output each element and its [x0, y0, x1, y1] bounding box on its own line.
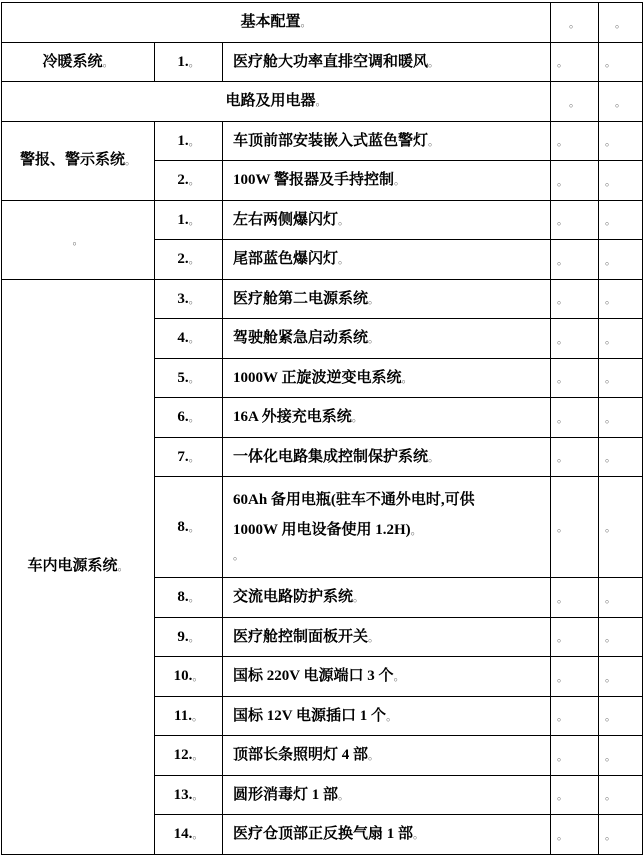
- row-description: 驾驶舱紧急启动系统。: [223, 319, 551, 359]
- row-description: 16A 外接充电系统。: [223, 398, 551, 438]
- table-row: [2, 200, 643, 240]
- table-row: [2, 279, 643, 319]
- row-note-1: 。: [551, 279, 599, 319]
- row-note-2: 。: [599, 617, 643, 657]
- category-alarm-warning: 警报、警示系统。: [2, 121, 155, 200]
- row-description: 圆形消毒灯 1 部。: [223, 775, 551, 815]
- row-number: 2.。: [155, 161, 223, 201]
- table-row: [2, 3, 643, 43]
- row-note-2: 。: [599, 657, 643, 697]
- category-interior-power: 车内电源系统。: [2, 279, 155, 854]
- row-number: 8.。: [155, 578, 223, 618]
- row-number: 6.。: [155, 398, 223, 438]
- section-title: 电路及用电器: [225, 93, 316, 109]
- section-title: 基本配置: [240, 14, 301, 30]
- row-description: 医疗舱第二电源系统。: [223, 279, 551, 319]
- row-note-1: 。: [551, 398, 599, 438]
- row-description: 100W 警报器及手持控制。: [223, 161, 551, 201]
- row-note-1: 。: [551, 319, 599, 359]
- row-description: [223, 477, 551, 578]
- row-number: 12.。: [155, 736, 223, 776]
- row-number: 2.。: [155, 240, 223, 280]
- row-number: 1.。: [155, 42, 223, 82]
- category-cooling-heating: 冷暖系统。: [2, 42, 155, 82]
- row-description: 医疗舱大功率直排空调和暖风。: [223, 42, 551, 82]
- row-note-2: 。: [599, 815, 643, 855]
- row-description: 尾部蓝色爆闪灯。: [223, 240, 551, 280]
- spec-table: [1, 2, 643, 855]
- row-note-1: 。: [551, 200, 599, 240]
- row-note-2: 。: [599, 279, 643, 319]
- row-description: 一体化电路集成控制保护系统。: [223, 437, 551, 477]
- section-note-1: 。: [551, 3, 599, 43]
- row-note-2: 。: [599, 319, 643, 359]
- row-note-1: 。: [551, 121, 599, 161]
- section-header-basic: 基本配置。: [2, 3, 551, 43]
- row-description: 国标 220V 电源端口 3 个。: [223, 657, 551, 697]
- row-note-2: 。: [599, 240, 643, 280]
- row-note-1: 。: [551, 477, 599, 578]
- row-description: 交流电路防护系统。: [223, 578, 551, 618]
- row-description: 左右两侧爆闪灯。: [223, 200, 551, 240]
- row-description: 医疗舱控制面板开关。: [223, 617, 551, 657]
- row-note-1: 。: [551, 736, 599, 776]
- row-note-1: 。: [551, 42, 599, 82]
- row-note-1: 。: [551, 437, 599, 477]
- table-row: [2, 82, 643, 122]
- section-note-2: 。: [599, 3, 643, 43]
- section-header-electrical: 电路及用电器。: [2, 82, 551, 122]
- row-number: 1.。: [155, 200, 223, 240]
- row-note-2: 。: [599, 42, 643, 82]
- desc-line-3: 。: [233, 550, 244, 562]
- row-note-2: 。: [599, 578, 643, 618]
- category-empty: 。: [2, 200, 155, 279]
- row-note-1: 。: [551, 358, 599, 398]
- row-note-1: 。: [551, 617, 599, 657]
- row-description: 1000W 正旋波逆变电系统。: [223, 358, 551, 398]
- row-description: 顶部长条照明灯 4 部。: [223, 736, 551, 776]
- row-note-1: 。: [551, 240, 599, 280]
- row-number: 3.。: [155, 279, 223, 319]
- row-number: 5.。: [155, 358, 223, 398]
- row-note-2: 。: [599, 736, 643, 776]
- row-number: 10.。: [155, 657, 223, 697]
- row-note-2: 。: [599, 696, 643, 736]
- row-number: 1.。: [155, 121, 223, 161]
- row-description: 车顶前部安装嵌入式蓝色警灯。: [223, 121, 551, 161]
- desc-line-2: 1000W 用电设备使用 1.2H)。: [233, 522, 422, 538]
- row-description: 国标 12V 电源插口 1 个。: [223, 696, 551, 736]
- row-number: 14.。: [155, 815, 223, 855]
- row-note-2: 。: [599, 358, 643, 398]
- row-note-1: 。: [551, 696, 599, 736]
- row-number: 8.。: [155, 477, 223, 578]
- row-number: 13.。: [155, 775, 223, 815]
- row-number: 9.。: [155, 617, 223, 657]
- row-note-2: 。: [599, 437, 643, 477]
- row-note-1: 。: [551, 775, 599, 815]
- row-number: 11.。: [155, 696, 223, 736]
- row-note-2: 。: [599, 398, 643, 438]
- row-note-1: 。: [551, 657, 599, 697]
- section-note-2: 。: [599, 82, 643, 122]
- row-note-2: 。: [599, 161, 643, 201]
- row-note-1: 。: [551, 815, 599, 855]
- table-row: [2, 42, 643, 82]
- row-note-1: 。: [551, 578, 599, 618]
- row-note-1: 。: [551, 161, 599, 201]
- desc-line-1: 60Ah 备用电瓶(驻车不通外电时,可供: [233, 492, 475, 508]
- row-number: 4.。: [155, 319, 223, 359]
- table-row: [2, 121, 643, 161]
- row-number: 7.。: [155, 437, 223, 477]
- row-note-2: 。: [599, 121, 643, 161]
- row-note-2: 。: [599, 200, 643, 240]
- row-description: 医疗仓顶部正反换气扇 1 部。: [223, 815, 551, 855]
- row-note-2: 。: [599, 477, 643, 578]
- section-note-1: 。: [551, 82, 599, 122]
- row-note-2: 。: [599, 775, 643, 815]
